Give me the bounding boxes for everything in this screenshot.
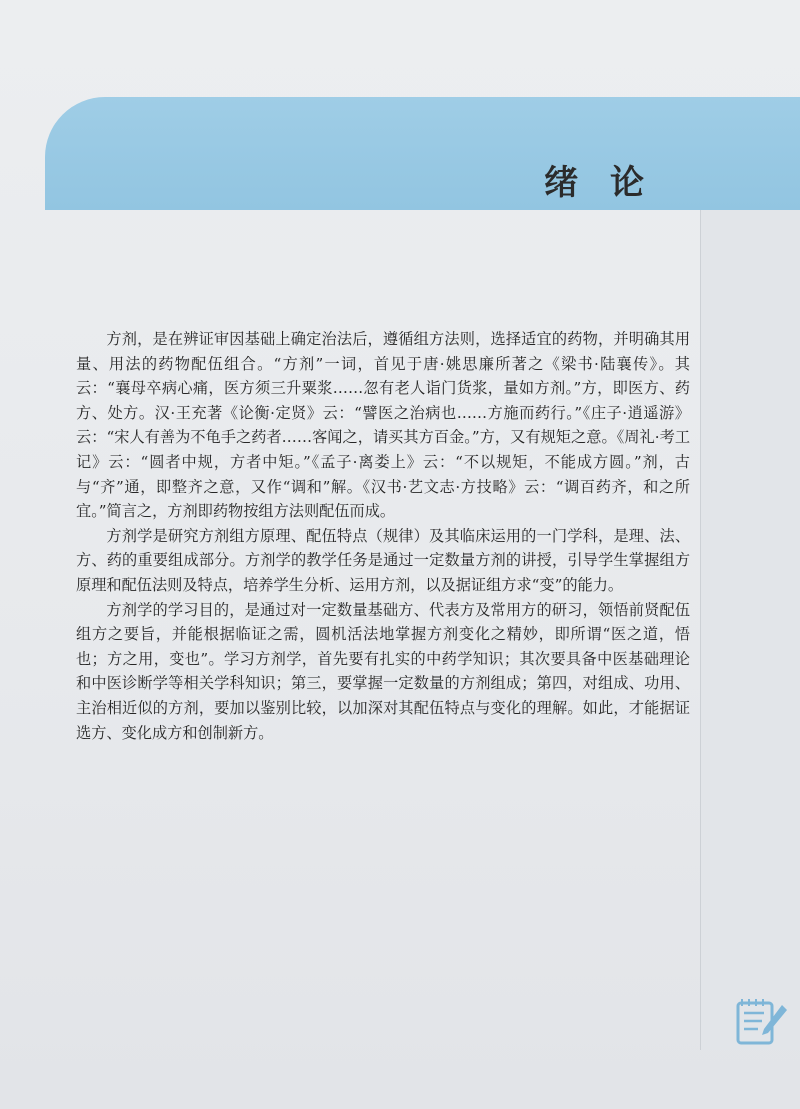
notepad-pencil-icon bbox=[732, 993, 788, 1049]
chapter-banner bbox=[45, 97, 800, 210]
body-text bbox=[76, 327, 690, 745]
side-margin-panel bbox=[700, 210, 800, 1050]
paragraph: 方剂学是研究方剂组方原理、配伍特点（规律）及其临床运用的一门学科，是理、法、方、药的重要组成部分。方剂学的教学任务是通过一定数量方剂的讲授，引导学生掌握组方原理和配伍法则及特点，培养学生分析、运用方剂，以及据证组方求“变”的能力。 bbox=[76, 526, 690, 594]
paragraph: 方剂，是在辨证审因基础上确定治法后，遵循组方法则，选择适宜的药物，并明确其用量、用法的药物配伍组合。“方剂”一词，首见于唐·姚思廉所著之《梁书·陆襄传》。其云：“襄母卒病心痛，医方须三升粟浆……忽有老人诣门货浆，量如方剂。”方，即医方、药方、处方。汉·王充著《论衡·定贤》云：“譬医之治病也……方施而药行。”《庄子·逍遥游》云：“宋人有善为不龟手之药者……客闻之，请买其方百金。”方，又有规矩之意。《周礼·考工记》云：“圆者中规，方者中矩。”《孟子·离娄上》云：“不以规矩，不能成方圆。”剂，古与“齐”通，即整齐之意，又作“调和”解。《汉书·艺文志·方技略》云：“调百药齐，和之所宜。”简言之，方剂即药物按组方法则配伍而成。 bbox=[76, 330, 691, 521]
chapter-title: 绪 论 bbox=[544, 163, 654, 203]
paragraph: 方剂学的学习目的，是通过对一定数量基础方、代表方及常用方的研习，领悟前贤配伍组方之要旨，并能根据临证之需，圆机活法地掌握方剂变化之精妙，即所谓“医之道，悟也；方之用，变也”。学习方剂学，首先要有扎实的中药学知识；其次要具备中医基础理论和中医诊断学等相关学科知识；第三，要掌握一定数量的方剂组成；第四，对组成、功用、主治相近似的方剂，要加以鉴别比较，以加深对其配伍特点与变化的理解。如此，才能据证选方、变化成方和创制新方。 bbox=[76, 600, 690, 742]
